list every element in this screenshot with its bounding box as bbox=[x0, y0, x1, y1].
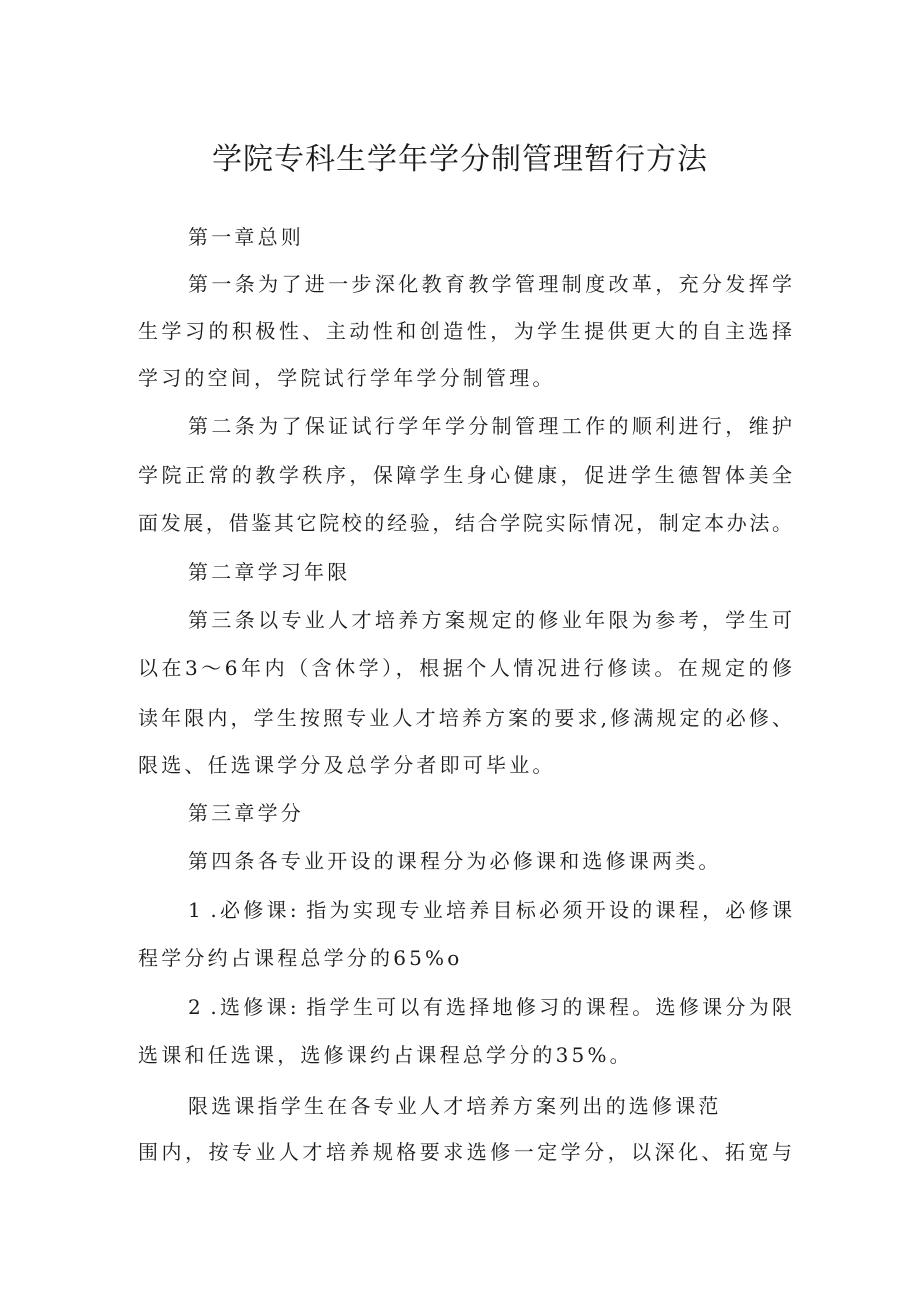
document-title: 学院专科生学年学分制管理暂行方法 bbox=[212, 142, 708, 177]
paragraph-line: 学习的空间，学院试行学年学分制管理。 bbox=[138, 366, 556, 390]
paragraph-line: 以在3～6年内（含休学），根据个人情况进行修读。在规定的修 bbox=[138, 656, 792, 680]
chapter-heading-3: 第三章学分 bbox=[188, 801, 304, 825]
chapter-heading-1: 第一章总则 bbox=[188, 225, 304, 249]
paragraph-line: 1 .必修课: 指为实现专业培养目标必须开设的课程，必修课 bbox=[188, 898, 792, 922]
paragraph-line: 生学习的积极性、主动性和创造性，为学生提供更大的自主选择 bbox=[138, 319, 792, 343]
paragraph-line: 学院正常的教学秩序，保障学生身心健康，促进学生德智体美全 bbox=[138, 463, 792, 487]
paragraph-line: 2 .选修课: 指学生可以有选择地修习的课程。选修课分为限 bbox=[188, 995, 792, 1019]
paragraph-line: 面发展，借鉴其它院校的经验，结合学院实际情况，制定本办法。 bbox=[138, 511, 792, 535]
paragraph-line: 第三条以专业人才培养方案规定的修业年限为参考，学生可 bbox=[188, 608, 792, 632]
paragraph-line: 程学分约占课程总学分的65%o bbox=[138, 946, 463, 970]
paragraph-line: 读年限内，学生按照专业人才培养方案的要求,修满规定的必修、 bbox=[138, 706, 792, 730]
paragraph-line: 第二条为了保证试行学年学分制管理工作的顺利进行，维护 bbox=[188, 414, 792, 438]
paragraph-line: 限选、任选课学分及总学分者即可毕业。 bbox=[138, 753, 556, 777]
paragraph-line: 第四条各专业开设的课程分为必修课和选修课两类。 bbox=[188, 849, 722, 873]
paragraph-line: 选课和任选课，选修课约占课程总学分的35%。 bbox=[138, 1043, 633, 1067]
chapter-heading-2: 第二章学习年限 bbox=[188, 560, 351, 584]
paragraph-line: 限选课指学生在各专业人才培养方案列出的选修课范 bbox=[188, 1094, 722, 1118]
paragraph-line: 围内，按专业人才培养规格要求选修一定学分，以深化、拓宽与 bbox=[138, 1140, 792, 1164]
paragraph-line: 第一条为了进一步深化教育教学管理制度改革，充分发挥学 bbox=[188, 272, 792, 296]
